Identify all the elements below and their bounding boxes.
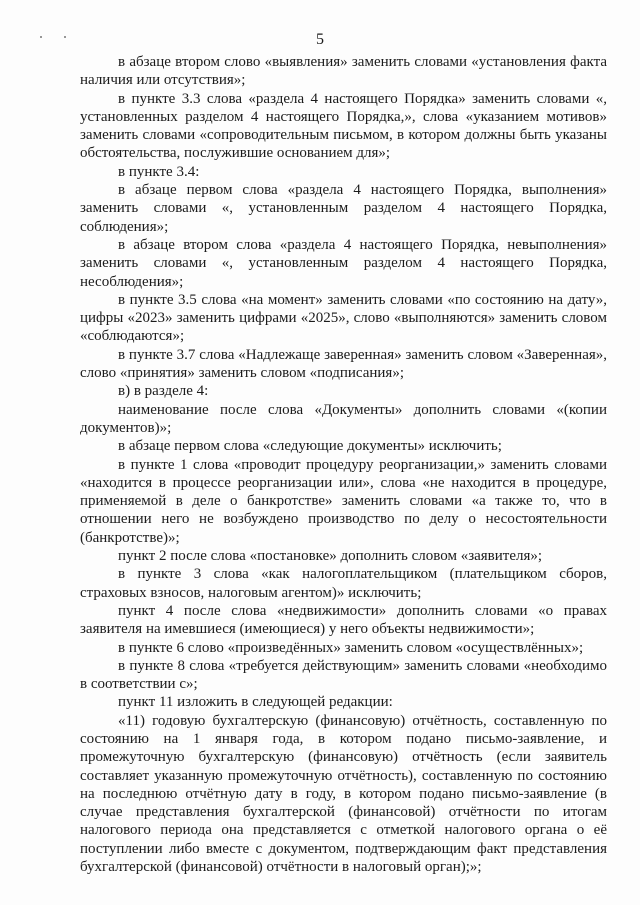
paragraph: в пункте 1 слова «проводит процедуру реорганизации,» заменить словами «находится в процессе реорганизации или», слова «не находится в процедуре, применяемой в деле о банкротстве» заменить словами «а также то, что в отношении него не возбуждено производство по делу о несостоятельности (банкротстве)»; (80, 456, 607, 546)
paragraph: в абзаце первом слова «следующие документы» исключить; (118, 438, 502, 455)
paragraph: наименование после слова «Документы» дополнить словами «(копии документов)»; (80, 401, 607, 436)
paragraph: в абзаце втором слово «выявления» заменить словами «установления факта наличия или отсутствия»; (80, 54, 607, 89)
paragraph: в абзаце первом слова «раздела 4 настоящего Порядка, выполнения» заменить словами «, установленным разделом 4 настоящего Порядка, соблюдения»; (80, 182, 607, 235)
paragraph: в пункте 6 слово «произведённых» заменить словом «осуществлённых»; (118, 639, 584, 656)
paragraph: пункт 2 после слова «постановке» дополнить словом «заявителя»; (118, 548, 543, 565)
paragraph: пункт 11 изложить в следующей редакции: (118, 694, 393, 711)
paragraph: в абзаце втором слова «раздела 4 настоящего Порядка, невыполнения» заменить словами «, установленным разделом 4 настоящего Порядка, несоблюдения»; (80, 236, 607, 290)
page-number: 5 (316, 31, 324, 48)
paragraph: в пункте 8 слова «требуется действующим» заменить словами «необходимо в соответствии с»; (80, 657, 607, 693)
document-body (80, 53, 607, 876)
paragraph: в пункте 3.7 слова «Надлежаще заверенная» заменить словом «Заверенная», слово «принятия» заменить словом «подписания»; (80, 346, 607, 382)
paragraph: пункт 4 после слова «недвижимости» дополнить словами «о правах заявителя на имевшиеся (имеющиеся) у него объекты недвижимости»; (80, 602, 607, 638)
paragraph: «11) годовую бухгалтерскую (финансовую) отчётность, составленную по состоянию на 1 января года, в котором подано письмо-заявление, и промежуточную бухгалтерскую (финансовую) отчётность (если заявитель составляет указанную промежуточную отчётность), составленную по состоянию на последнюю отчётную дату в году, в котором подано письмо-заявление (в случае представления бухгалтерской (финансовой) отчётности по итогам налогового периода она представляется с отметкой налогового органа о её поступлении либо вместе с документом, подтверждающим факт представления бухгалтерской (финансовой) отчётности в налоговый орган);»; (80, 712, 607, 876)
paragraph: в пункте 3.5 слова «на момент» заменить словами «по состоянию на дату», цифры «2023» заменить цифрами «2025», слово «выполняются» заменить словом «соблюдаются»; (80, 291, 607, 345)
paragraph: в пункте 3 слова «как налогоплательщиком (плательщиком сборов, страховых взносов, налоговым агентом)» исключить; (80, 566, 607, 601)
paragraph: в пункте 3.3 слова «раздела 4 настоящего Порядка» заменить словами «, установленных разделом 4 настоящего Порядка,», слова «указанием мотивов» заменить словами «сопроводительным письмом, в котором должны быть указаны обстоятельства, послужившие основанием для»; (80, 90, 607, 162)
paragraph: в пункте 3.4: (118, 163, 200, 180)
paragraph: в) в разделе 4: (118, 383, 209, 400)
